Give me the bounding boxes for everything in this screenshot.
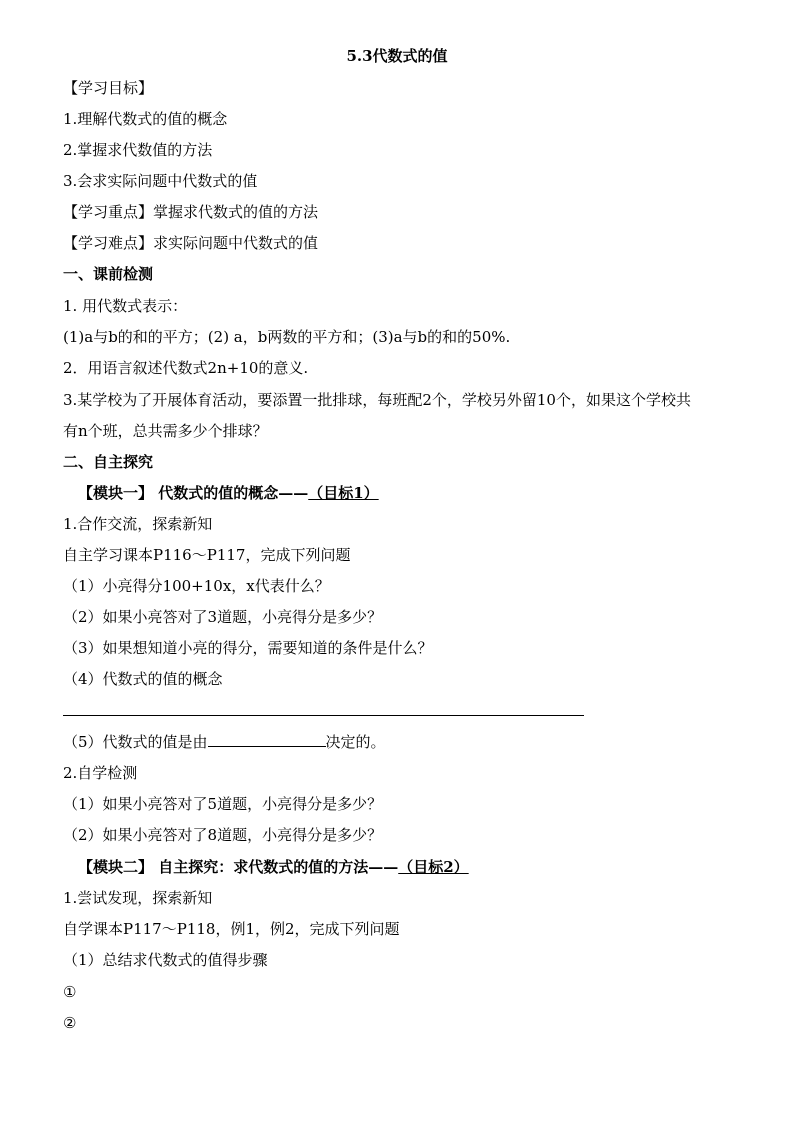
difficulty-line [63,233,318,253]
module1-question: （1）小亮得分100+10x，x代表什么？ [63,577,330,595]
section1-heading: 一、课前检测 [63,265,154,283]
goal-item: 2.掌握求代数值的方法 [63,141,213,159]
page-title: 5.3代数式的值 [346,47,448,65]
section2-heading: 二、自主探究 [63,453,154,471]
module1-q5-suffix: 决定的。 [325,733,386,751]
section1-q3-line2: 有n个班，总共需多少个排球？ [63,422,268,440]
module2-target: （目标2） [398,858,469,876]
module1-question: （2）如果小亮答对了3道题，小亮得分是多少？ [63,608,383,626]
answer-line [63,715,584,716]
section1-q1: 1. 用代数式表示： [63,297,188,315]
module2-question1: （1）总结求代数式的值得步骤 [63,951,268,969]
module1-question: （3）如果想知道小亮的得分，需要知道的条件是什么？ [63,639,433,657]
module2-step1: 1.尝试发现，探索新知 [63,889,213,907]
goal-item: 3.会求实际问题中代数式的值 [63,172,258,190]
module1-instruction: 自主学习课本P116～P117，完成下列问题 [63,546,351,564]
module1-step2: 2.自学检测 [63,764,138,782]
module2-title: 【模块二】 自主探究：求代数式的值的方法—— [78,858,399,876]
fill-blank[interactable] [208,732,326,747]
section1-q2: 2．用语言叙述代数式2n+10的意义. [63,359,309,377]
difficulty-text: 求实际问题中代数式的值 [153,234,319,252]
goals-header: 【学习目标】 [63,79,154,97]
section1-q3-line1: 3.某学校为了开展体育活动，要添置一批排球，每班配2个，学校另外留10个，如果这个学校共 [63,391,691,409]
module1-check-question: （1）如果小亮答对了5道题，小亮得分是多少？ [63,795,383,813]
focus-text: 掌握求代数式的值的方法 [153,203,319,221]
focus-line [63,202,318,222]
module1-q5 [63,732,386,752]
module1-check-question: （2）如果小亮答对了8道题，小亮得分是多少？ [63,826,383,844]
section1-q1-parts: (1)a与b的和的平方；(2) a，b两数的平方和；(3)a与b的和的50%. [63,328,511,346]
goal-item: 1.理解代数式的值的概念 [63,110,228,128]
module2-bullet: ① [63,983,77,1001]
module1-q5-prefix: （5）代数式的值是由 [63,733,208,751]
module1-target: （目标1） [308,484,379,502]
module1-title-line [78,483,379,503]
module2-bullet: ② [63,1014,77,1032]
module1-step1: 1.合作交流，探索新知 [63,515,213,533]
module2-instruction: 自学课本P117～P118，例1，例2，完成下列问题 [63,920,400,938]
module1-question: （4）代数式的值的概念 [63,670,223,688]
module2-title-line [78,857,469,877]
module1-title: 【模块一】 代数式的值的概念—— [78,484,309,502]
difficulty-label: 【学习难点】 [63,234,154,252]
focus-label: 【学习重点】 [63,203,154,221]
